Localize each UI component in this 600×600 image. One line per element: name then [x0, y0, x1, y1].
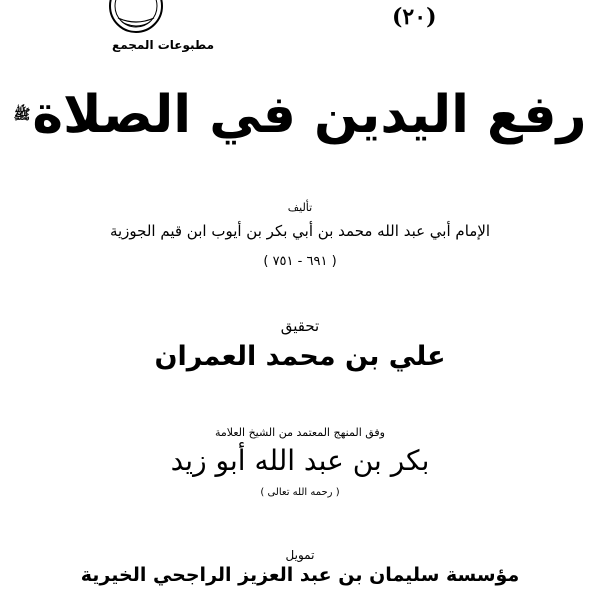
book-title-text: رفع اليدين في الصلاة: [32, 85, 587, 145]
book-title: [0, 80, 600, 150]
series-number: (٢٠): [392, 4, 437, 30]
editor-name: علي بن محمد العمران: [154, 341, 446, 372]
methodology-text: وفق المنهج المعتمد من الشيخ العلامة: [215, 426, 385, 439]
author-name: الإمام أبي عبد الله محمد بن أبي بكر بن أيوب ابن قيم الجوزية: [109, 222, 491, 240]
honorific-mark: ﷺ: [13, 107, 31, 123]
author-label: تأليف: [287, 201, 313, 214]
seal-logo-icon: [108, 0, 164, 34]
author-dates: ( ٦٩١ - ٧٥١ ): [263, 254, 337, 269]
funding-label: تمويل: [285, 548, 315, 562]
scholar-name: بكر بن عبد الله أبو زيد: [170, 444, 430, 477]
publisher-label: مطبوعات المجمع: [112, 38, 215, 52]
scholar-prayer: ( رحمه الله تعالى ): [260, 487, 340, 498]
foundation-name: مؤسسة سليمان بن عبد العزيز الراجحي الخيرية: [80, 564, 520, 586]
editor-label: تحقيق: [280, 317, 320, 335]
